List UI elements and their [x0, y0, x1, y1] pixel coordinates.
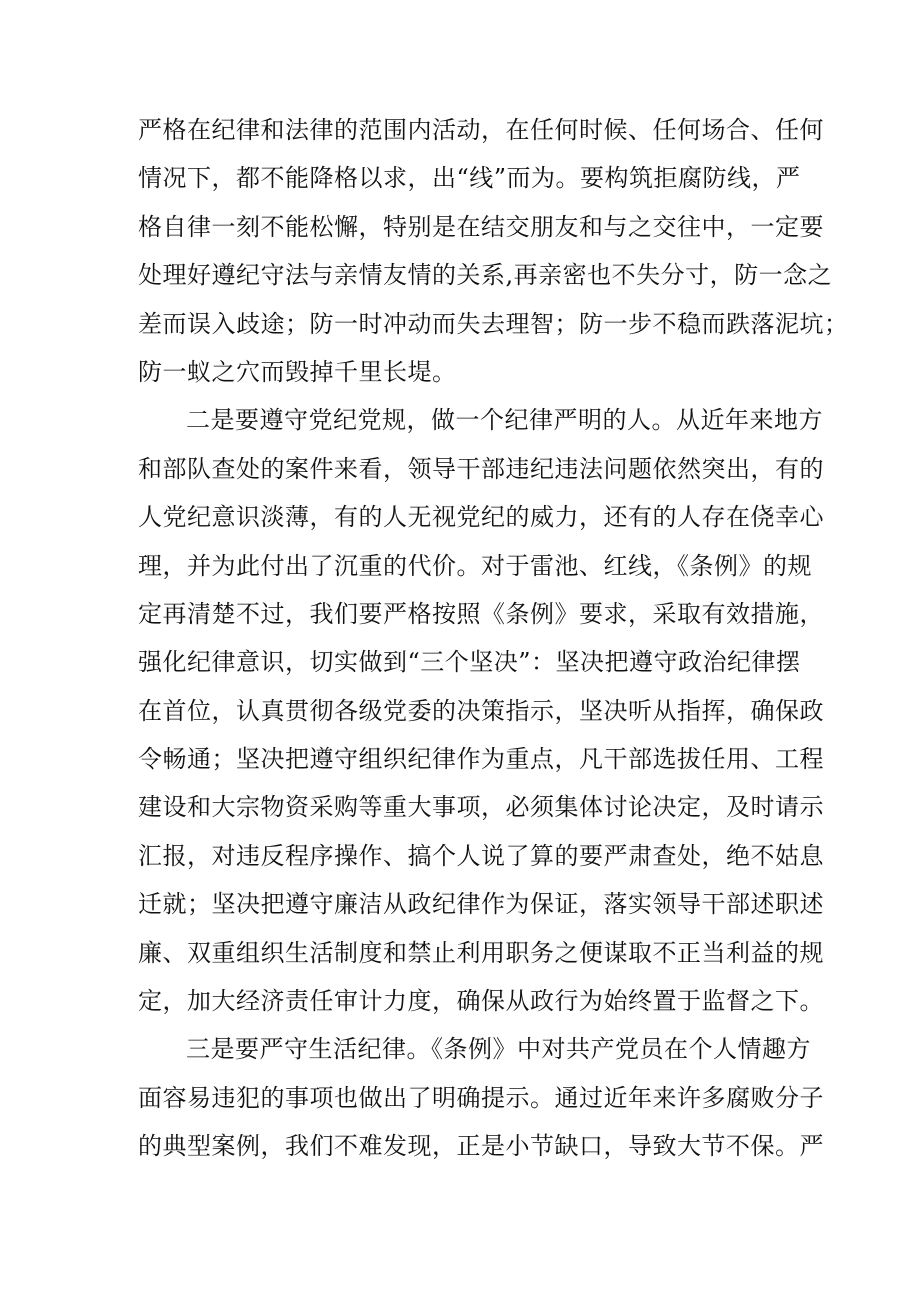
document-body	[138, 106, 849, 1171]
text-line: 的典型案例，我们不难发现，正是小节缺口，导致大节不保。严	[138, 1132, 824, 1161]
text-line: 迁就；坚决把遵守廉洁从政纪律作为保证，落实领导干部述职述	[138, 890, 824, 919]
text-line: 处理好遵纪守法与亲情友情的关系,再亲密也不失分寸，防一念之	[138, 261, 833, 290]
text-line: 廉、双重组织生活制度和禁止利用职务之便谋取不正当利益的规	[138, 938, 824, 967]
text-line: 和部队查处的案件来看，领导干部违纪违法问题依然突出，有的	[138, 454, 824, 483]
paragraph-start-line: 二是要遵守党纪党规，做一个纪律严明的人。从近年来地方	[186, 406, 823, 435]
text-line: 人党纪意识淡薄，有的人无视党纪的威力，还有的人存在侥幸心	[138, 503, 824, 532]
text-line: 建设和大宗物资采购等重大事项，必须集体讨论决定，及时请示	[138, 793, 824, 822]
text-line: 严格在纪律和法律的范围内活动，在任何时候、任何场合、任何	[138, 116, 824, 144]
text-line: 防一蚁之穴而毁掉千里长堤。	[138, 357, 457, 386]
text-line: 汇报，对违反程序操作、搞个人说了算的要严肃查处，绝不姑息	[138, 841, 824, 870]
text-line: 定再清楚不过，我们要严格按照《条例》要求，采取有效措施，	[138, 599, 824, 628]
text-line: 格自律一刻不能松懈，特别是在结交朋友和与之交往中，一定要	[138, 212, 824, 241]
text-line: 面容易违犯的事项也做出了明确提示。通过近年来许多腐败分子	[138, 1083, 824, 1112]
text-line: 情况下，都不能降格以求，出“线”而为。要构筑拒腐防线，严	[138, 164, 801, 193]
text-line: 在首位，认真贯彻各级党委的决策指示，坚决听从指挥，确保政	[138, 696, 824, 725]
text-line: 理，并为此付出了沉重的代价。对于雷池、红线，《条例》的规	[138, 551, 812, 580]
text-line: 令畅通；坚决把遵守组织纪律作为重点，凡干部选拔任用、工程	[138, 745, 824, 774]
text-line: 强化纪律意识，切实做到“三个坚决”：坚决把遵守政治纪律摆	[138, 648, 801, 677]
text-line: 定，加大经济责任审计力度，确保从政行为始终置于监督之下。	[138, 987, 824, 1016]
paragraph-start-line: 三是要严守生活纪律。《条例》中对共产党员在个人情趣方	[186, 1035, 811, 1064]
text-line: 差而误入歧途；防一时冲动而失去理智；防一步不稳而跌落泥坑；	[138, 309, 849, 338]
